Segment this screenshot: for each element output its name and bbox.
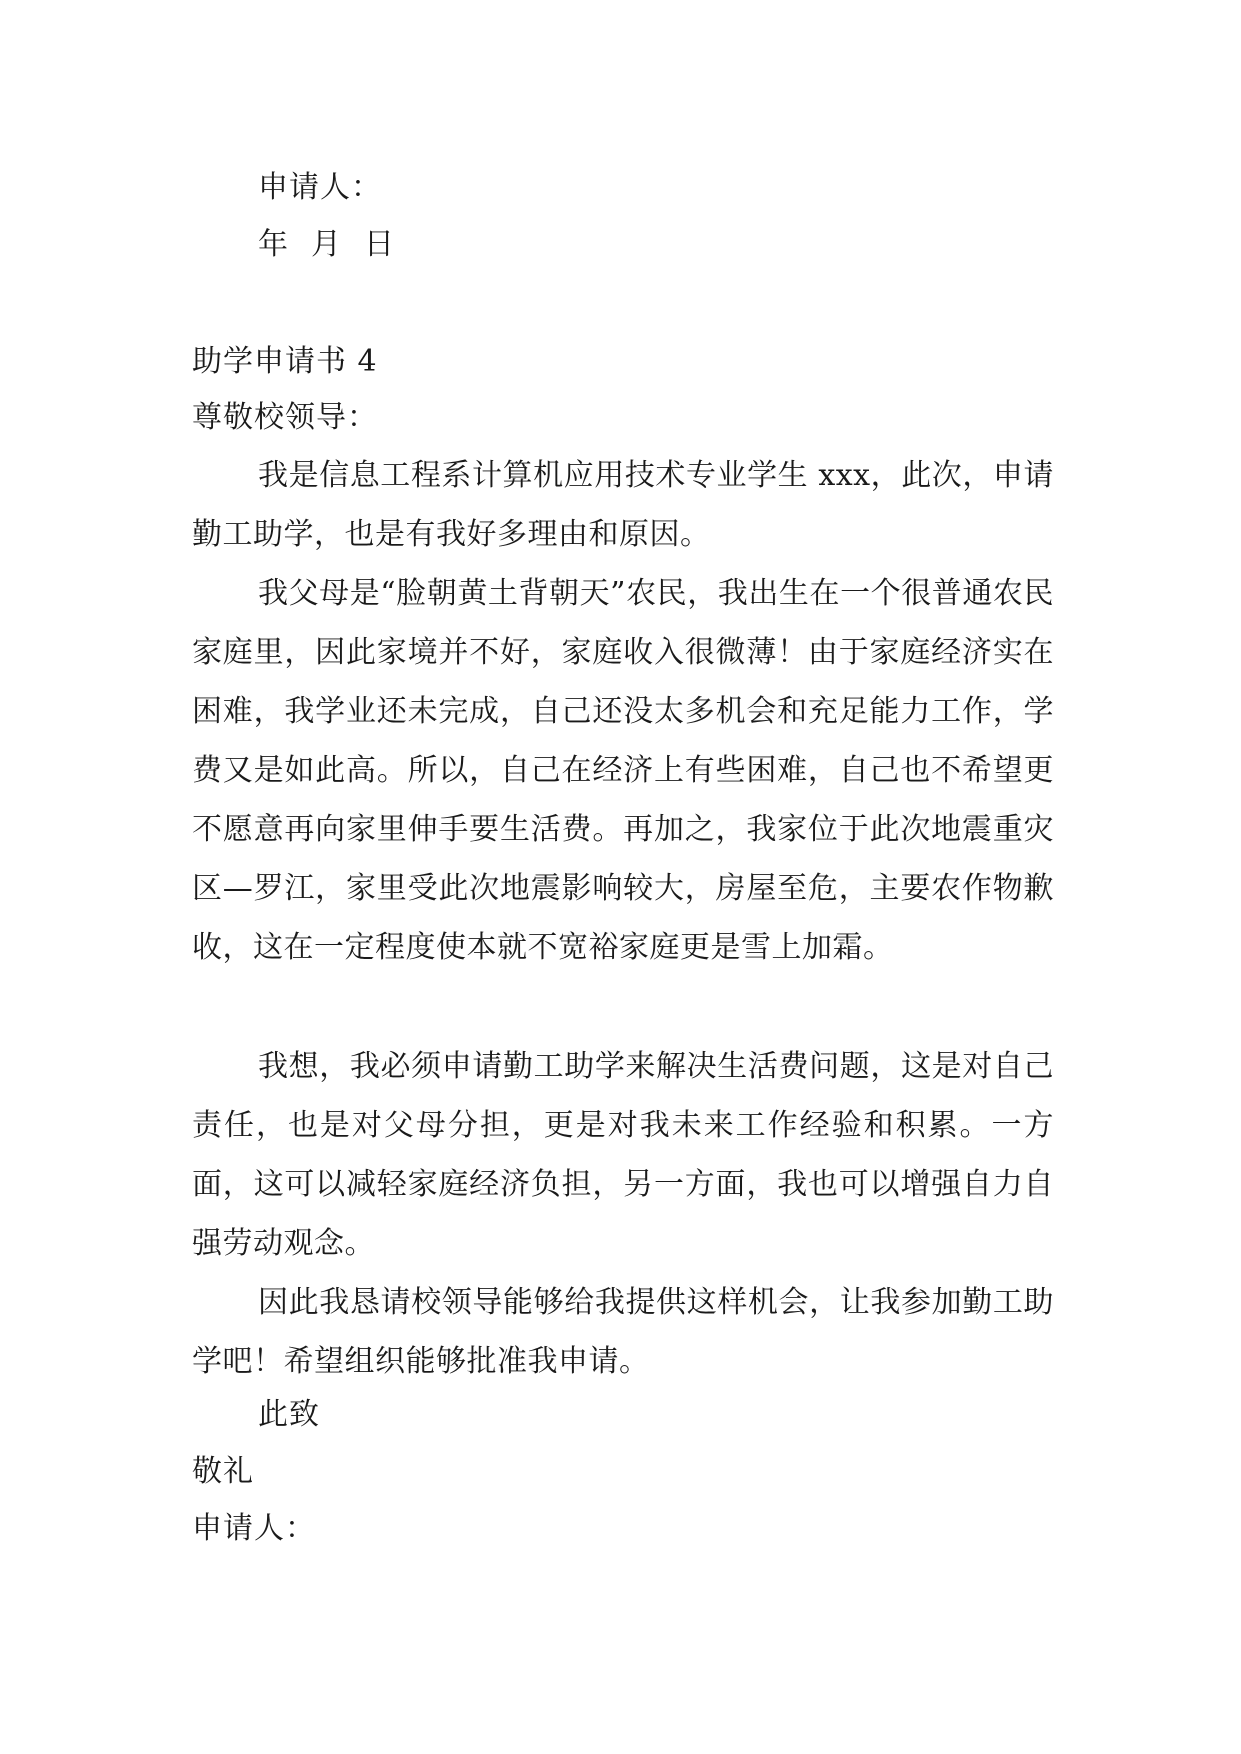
top-date-line [258, 225, 1118, 265]
paragraph-4: 因此我恳请校领导能够给我提供这样机会，让我参加勤工助学吧！希望组织能够批准我申请。 [192, 1285, 1054, 1379]
paragraph-2: 我父母是“脸朝黄土背朝天”农民，我出生在一个很普通农民家庭里，因此家境并不好，家庭收入很微薄！由于家庭经济实在困难，我学业还未完成，自己还没太多机会和充足能力工作，学费又是如此高。所以，自己在经济上有些困难，自己也不希望更不愿意再向家里伸手要生活费。再加之，我家位于此次地震重灾区—罗江，家里受此次地震影响较大，房屋至危，主要农作物歉收，这在一定程度使本就不宽裕家庭更是雪上加霜。 [192, 576, 1054, 965]
letter-salutation: 尊敬校领导： [192, 400, 378, 435]
paragraph-3: 我想，我必须申请勤工助学来解决生活费问题，这是对自己责任，也是对父母分担，更是对我未来工作经验和积累。一方面，这可以减轻家庭经济负担，另一方面，我也可以增强自力自强劳动观念。 [192, 1049, 1054, 1261]
date-day: 日 [364, 227, 395, 262]
paragraph-1: 我是信息工程系计算机应用技术专业学生 xxx，此次，申请勤工助学，也是有我好多理由和原因。 [192, 458, 1054, 552]
date-year: 年 [258, 227, 289, 262]
signature-applicant-label: 申请人： [192, 1511, 316, 1546]
date-month: 月 [311, 227, 342, 262]
letter-title: 助学申请书 4 [192, 344, 378, 379]
top-applicant-label: 申请人： [258, 170, 382, 205]
closing-jingli: 敬礼 [192, 1454, 254, 1489]
closing-cizhi: 此致 [258, 1397, 320, 1432]
